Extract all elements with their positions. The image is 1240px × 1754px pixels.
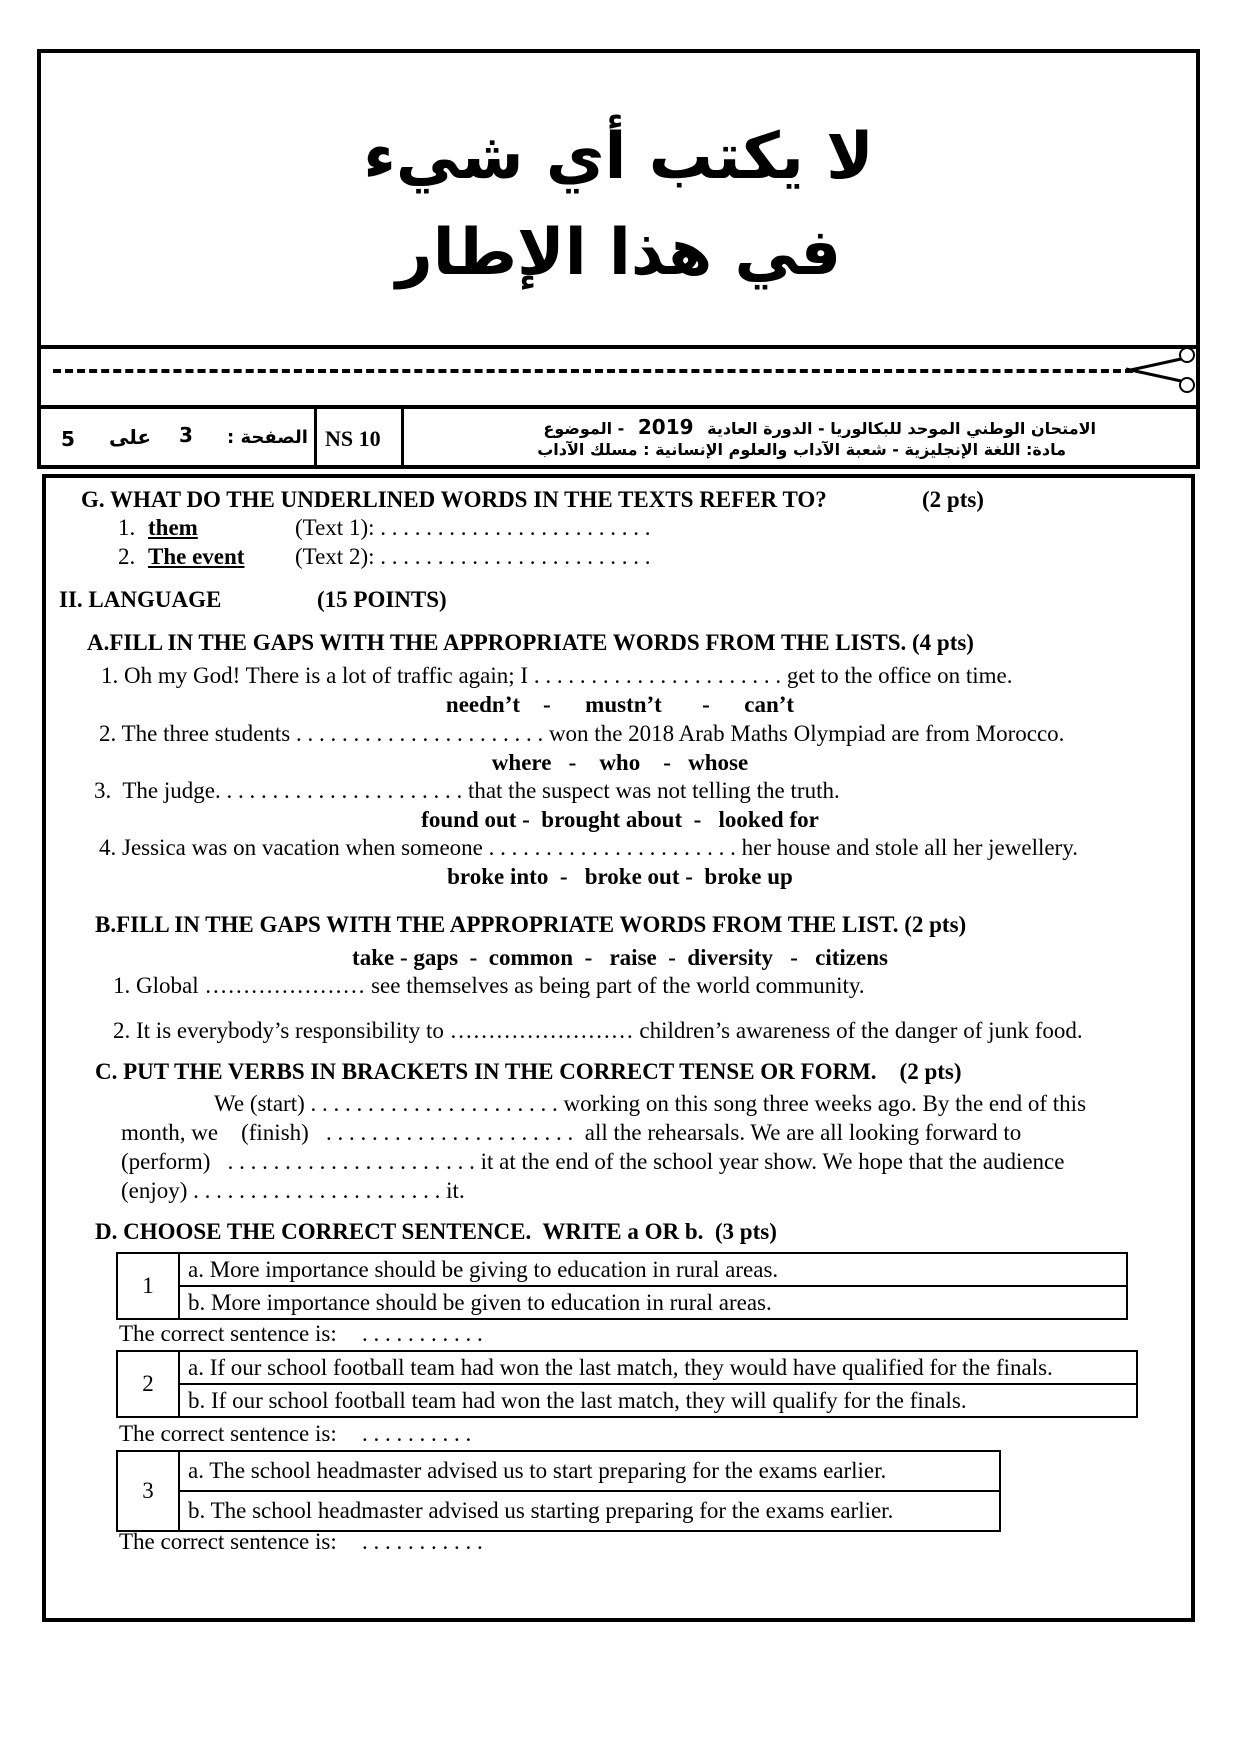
section-d-group2-prompt: The correct sentence is:: [119, 1421, 337, 1446]
section-a-q4[interactable]: 4. Jessica was on vacation when someone . . . . . . . . . . . . . . . . . . . . . . her house and stole all her jewellery.: [99, 835, 1078, 860]
exam-title-line2: مادة: اللغة الإنجليزية - شعبة الآداب والعلوم الإنسانية : مسلك الآداب: [537, 440, 1066, 459]
cut-dashed-line: [53, 369, 1133, 373]
section-d-group3-table: [116, 1450, 1001, 1532]
section-a-q4-options: broke into - broke out - broke up: [447, 864, 793, 889]
exam-title-part1: الامتحان الوطني الموحد للبكالوريا - الدورة العادية: [707, 419, 1096, 438]
section-d-title: D. CHOOSE THE CORRECT SENTENCE. WRITE a OR b. (3 pts): [95, 1219, 777, 1244]
page-total: 5: [61, 427, 75, 451]
section-d-group1-prompt: The correct sentence is:: [119, 1321, 337, 1346]
exam-title-part2: - الموضوع: [543, 419, 625, 438]
section-g-item2-number: 2.: [118, 544, 136, 569]
section-b-title: B.FILL IN THE GAPS WITH THE APPROPRIATE WORDS FROM THE LIST. (2 pts): [95, 912, 967, 937]
section-b-options: take - gaps - common - raise - diversity - citizens: [352, 945, 888, 970]
exam-code-cell: [317, 409, 404, 465]
section-d-group2-option-a: a. If our school football team had won the last match, they would have qualified for the finals.: [179, 1351, 1137, 1384]
exam-title-cell: [404, 409, 1196, 465]
section-d-group1-number: 1: [117, 1253, 179, 1319]
section-d-group3-option-a: a. The school headmaster advised us to start preparing for the exams earlier.: [179, 1451, 1000, 1491]
exam-code: NS 10: [325, 426, 381, 451]
section-d-group3-option-b: b. The school headmaster advised us starting preparing for the exams earlier.: [179, 1491, 1000, 1531]
page-of-label: على: [109, 425, 152, 449]
section-d-group3-answer[interactable]: . . . . . . . . . . .: [362, 1529, 483, 1554]
section-d-group1-answer[interactable]: . . . . . . . . . . .: [362, 1321, 483, 1346]
section-g-item2-word: The event: [148, 544, 245, 569]
section-a-q1-options: needn’t - mustn’t - can’t: [445, 692, 795, 717]
section-d-group2-table: [116, 1350, 1138, 1418]
section-g-points: (2 pts): [922, 487, 984, 512]
section-d-group3-prompt: The correct sentence is:: [119, 1529, 337, 1554]
section-c-line1[interactable]: We (start) . . . . . . . . . . . . . . . . . . . . . . working on this song three weeks ago. By the end of this: [214, 1091, 1087, 1116]
section-b-q2[interactable]: 2. It is everybody’s responsibility to …………………… children’s awareness of the danger of junk food.: [113, 1018, 1083, 1043]
section-g-item2-answer[interactable]: (Text 2): . . . . . . . . . . . . . . . . . . . . . . . .: [295, 544, 651, 569]
exam-header-bar: [37, 405, 1200, 469]
section-d-group3-number: 3: [117, 1451, 179, 1531]
page-current: 3: [179, 423, 193, 447]
section-a-title: A.FILL IN THE GAPS WITH THE APPROPRIATE WORDS FROM THE LISTS. (4 pts): [87, 630, 974, 655]
page-number-cell: [41, 409, 317, 465]
section-a-q3-options: found out - brought about - looked for: [421, 807, 819, 832]
section-a-q1[interactable]: 1. Oh my God! There is a lot of traffic again; I . . . . . . . . . . . . . . . . . . . . . . get to the office on time.: [101, 663, 1013, 688]
section-g-item1-number: 1.: [118, 515, 136, 540]
scissors-icon: [1121, 345, 1201, 395]
section-a-q2-options: where - who - whose: [491, 750, 749, 775]
do-not-write-line1: لا يكتب أي شيء: [363, 120, 874, 194]
section-g-item1-answer[interactable]: (Text 1): . . . . . . . . . . . . . . . . . . . . . . . .: [295, 515, 651, 540]
language-points: (15 POINTS): [317, 587, 447, 612]
section-a-q3[interactable]: 3. The judge. . . . . . . . . . . . . . . . . . . . . . that the suspect was not telling the truth.: [94, 778, 840, 803]
section-d-group2-option-b: b. If our school football team had won the last match, they will qualify for the finals.: [179, 1384, 1137, 1417]
section-d-group1-option-a: a. More importance should be giving to education in rural areas.: [179, 1253, 1127, 1286]
exam-year: 2019: [637, 415, 694, 439]
section-d-group1-table: [116, 1252, 1128, 1320]
section-d-group2-number: 2: [117, 1351, 179, 1417]
exam-title-line1: [543, 415, 1096, 439]
section-c-line2[interactable]: month, we (finish) . . . . . . . . . . . . . . . . . . . . . . all the rehearsals. We are all looking forward to: [121, 1120, 1022, 1145]
do-not-write-line2: في هذا الإطار: [395, 216, 842, 290]
do-not-write-frame: [37, 49, 1200, 349]
page-label: الصفحة :: [227, 427, 308, 448]
section-g-title: G. WHAT DO THE UNDERLINED WORDS IN THE TEXTS REFER TO?: [81, 487, 827, 512]
language-title: II. LANGUAGE: [59, 587, 222, 612]
section-b-q1[interactable]: 1. Global ………………… see themselves as being part of the world community.: [113, 973, 865, 998]
section-c-title: C. PUT THE VERBS IN BRACKETS IN THE CORRECT TENSE OR FORM. (2 pts): [95, 1059, 962, 1084]
section-d-group1-option-b: b. More importance should be given to education in rural areas.: [179, 1286, 1127, 1319]
section-a-q2[interactable]: 2. The three students . . . . . . . . . . . . . . . . . . . . . . won the 2018 Arab Maths Olympiad are from Morocco.: [99, 721, 1065, 746]
cut-line-area: [37, 349, 1200, 405]
section-c-line3[interactable]: (perform) . . . . . . . . . . . . . . . . . . . . . . it at the end of the school year show. We hope that the audience: [121, 1149, 1065, 1174]
section-c-line4[interactable]: (enjoy) . . . . . . . . . . . . . . . . . . . . . . it.: [121, 1178, 465, 1203]
section-d-group2-answer[interactable]: . . . . . . . . . .: [362, 1421, 472, 1446]
section-g-item1-word: them: [148, 515, 198, 540]
